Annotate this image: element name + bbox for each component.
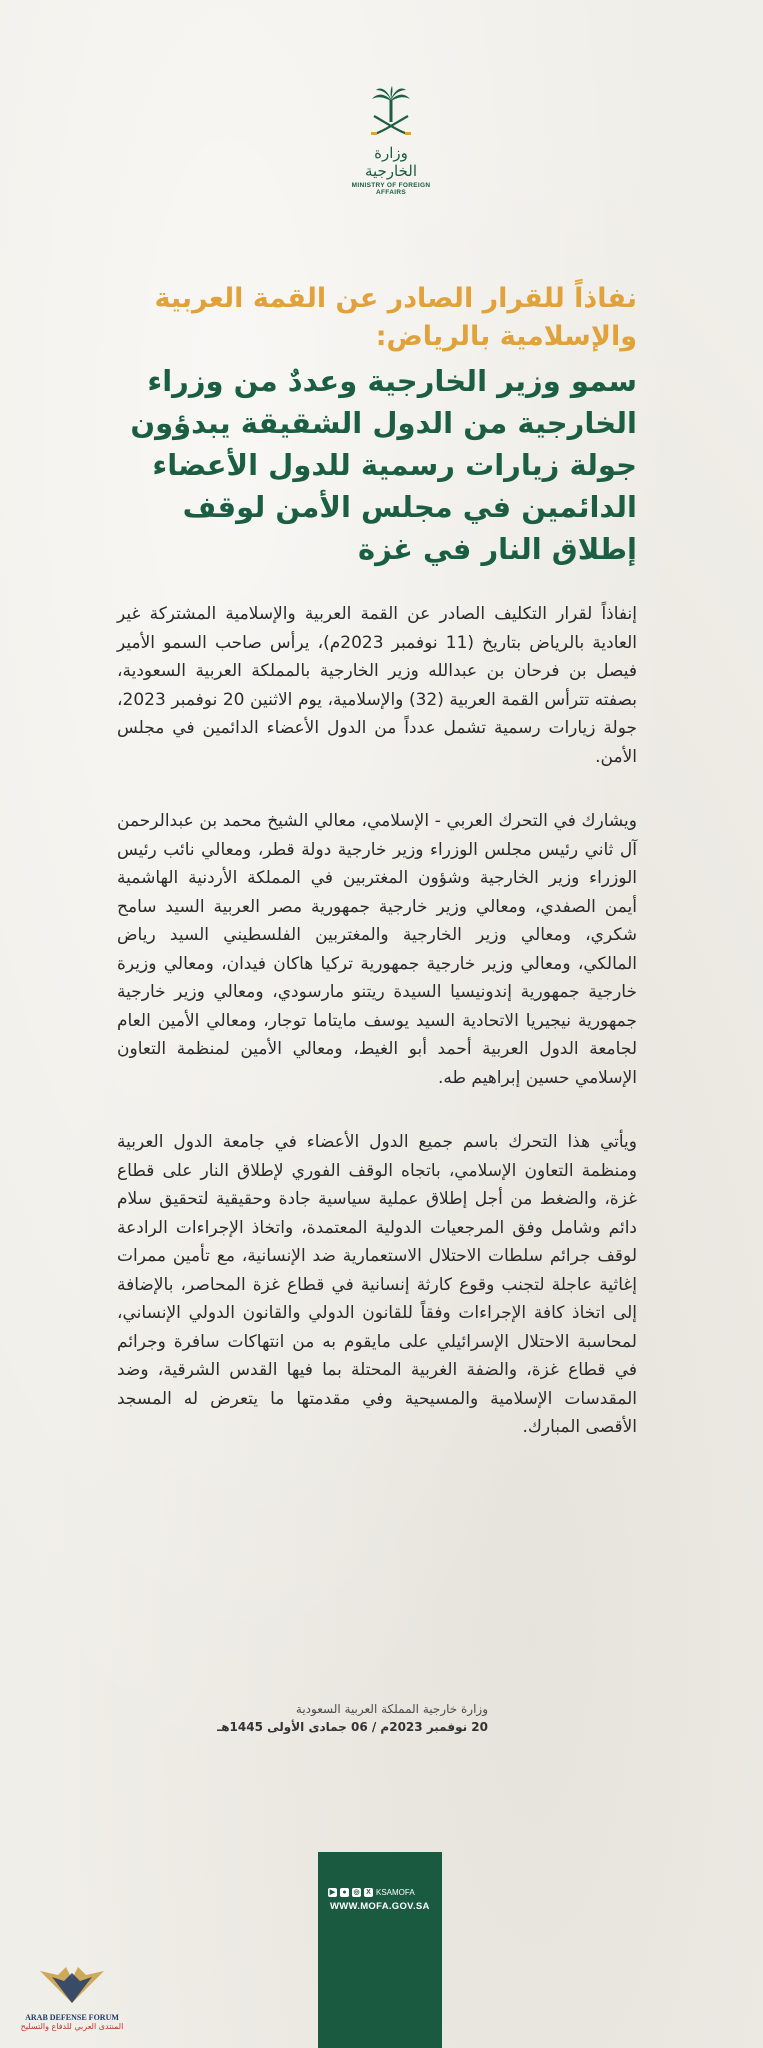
paragraph-3: ويأتي هذا التحرك باسم جميع الدول الأعضاء في جامعة الدول العربية ومنظمة التعاون الإسلامي، باتجاه الوقف الفوري لإطلاق النار على قطاع غزة، والضغط من أجل إطلاق عملية سياسية جادة وحقيقية لتحقيق سلام دائم وشامل وفق المرجعيات الدولية المعتمدة، واتخاذ الإجراءات الرادعة لوقف جرائم سلطات الاحتلال الاستعمارية ضد الإنسانية، مع تأمين ممرات إغاثية عاجلة لتجنب وقوع كارثة إنسانية في قطاع غزة المحاصر، بالإضافة إلى اتخاذ كافة الإجراءات وفقاً للقانون الدولي والقانون الدولي الإنساني، لمحاسبة الاحتلال الإسرائيلي على مايقوم به من انتهاكات سافرة وجرائم في قطاع غزة، والضفة الغربية المحتلة بما فيها القدس الشرقية، وضد المقدسات الإسلامية والمسيحية وفي مقدمتها ما يتعرض له المسجد الأقصى المبارك.	[117, 1132, 637, 1437]
article-body	[117, 600, 637, 1478]
flickr-icon[interactable]: ●	[340, 1888, 349, 1897]
headline-title: سمو وزير الخارجية وعددٌ من وزراء الخارجية من الدول الشقيقة يبدؤون جولة زيارات رسمية للدول الأعضاء الدائمين في مجلس الأمن لوقف إطلاق النار في غزة	[130, 364, 637, 566]
contact-footer	[318, 1852, 442, 2048]
paragraph-2: ويشارك في التحرك العربي - الإسلامي، معالي الشيخ محمد بن عبدالرحمن آل ثاني رئيس مجلس الوزراء وزير خارجية دولة قطر، ومعالي نائب رئيس الوزراء وزير الخارجية وشؤون المغتربين في المملكة الأردنية الهاشمية أيمن الصفدي، ومعالي وزير خارجية جمهورية مصر العربية السيد سامح شكري، ومعالي وزير الخارجية والمغتربين الفلسطيني السيد رياض المالكي، ومعالي وزير خارجية جمهورية تركيا هاكان فيدان، ومعالي وزيرة خارجية جمهورية إندونيسيا السيدة ريتنو مارسودي، ومعالي وزير خارجية جمهورية نيجيريا الاتحادية السيد يوسف مايتاما توجار، ومعالي الأمين العام لجامعة الدول العربية أحمد أبو الغيط، ومعالي الأمين لمنظمة التعاون الإسلامي حسين إبراهيم طه.	[117, 811, 637, 1088]
headline-lead: نفاذاً للقرار الصادر عن القمة العربية والإسلامية بالرياض:	[154, 283, 637, 352]
ministry-name-english: MINISTRY OF FOREIGN AFFAIRS	[351, 182, 431, 196]
social-links	[328, 1886, 436, 1898]
ministry-logo	[348, 86, 434, 196]
signature-org: وزارة خارجية المملكة العربية السعودية	[295, 1702, 488, 1716]
youtube-icon[interactable]: ▶	[329, 1888, 336, 1896]
website-link[interactable]: WWW.MOFA.GOV.SA	[330, 1901, 430, 1912]
arab-defense-forum-logo-icon	[30, 1963, 114, 2007]
saudi-emblem-icon	[368, 86, 414, 142]
instagram-icon[interactable]: ◎	[353, 1888, 360, 1896]
headline	[117, 280, 637, 570]
ministry-name-arabic: وزارة الخارجية	[364, 144, 418, 180]
watermark-english: ARAB DEFENSE FORUM	[25, 2013, 119, 2022]
signature-block	[217, 1700, 488, 1736]
social-handle: KSAMOFA	[376, 1887, 415, 1897]
watermark	[12, 1963, 132, 2043]
signature-date: 20 نوفمبر 2023م / 06 جمادى الأولى 1445هـ	[217, 1720, 488, 1734]
watermark-arabic: المنتدى العربي للدفاع والتسليح	[20, 2022, 124, 2031]
x-icon[interactable]: X	[364, 1888, 373, 1897]
paragraph-1: إنفاذاً لقرار التكليف الصادر عن القمة العربية والإسلامية المشتركة غير العادية بالرياض بتاريخ (11 نوفمبر 2023م)، يرأس صاحب السمو الأمير فيصل بن فرحان بن عبدالله وزير الخارجية بالمملكة العربية السعودية، بصفته تترأس القمة العربية (32) والإسلامية، يوم الاثنين 20 نوفمبر 2023، جولة زيارات رسمية تشمل عدداً من الدول الأعضاء الدائمين في مجلس الأمن.	[117, 604, 637, 767]
